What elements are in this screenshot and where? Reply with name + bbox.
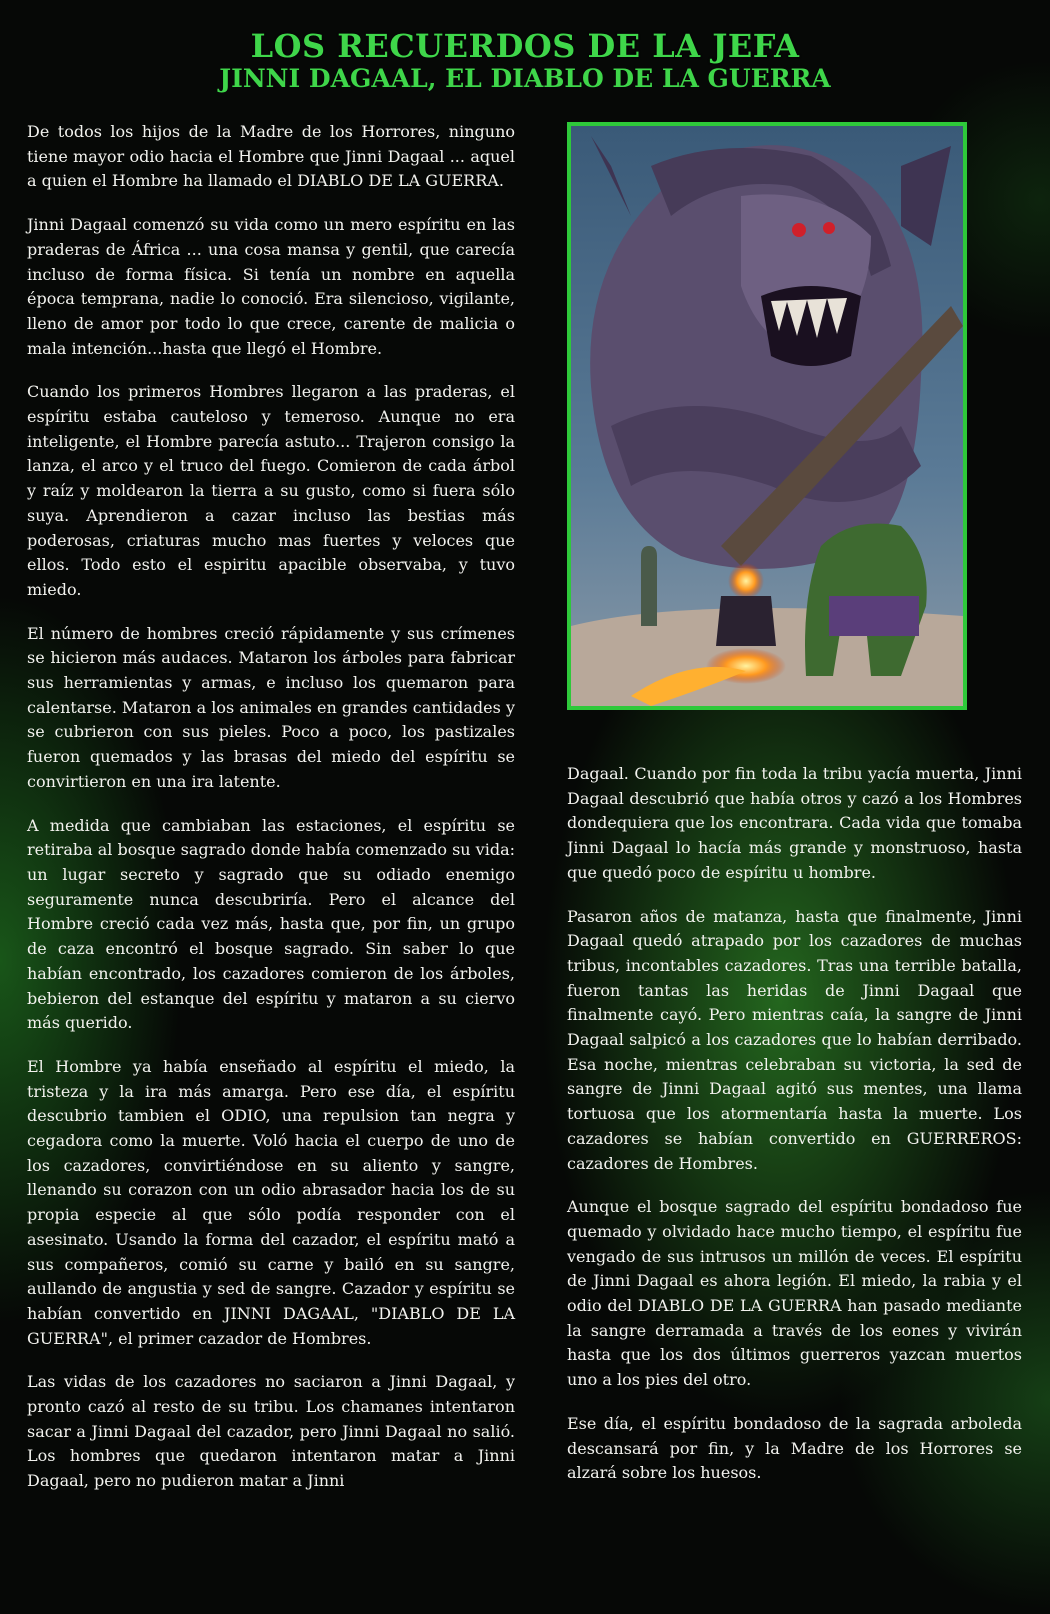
- comic-artwork-illustration: [567, 122, 967, 710]
- left-paragraph-7: Las vidas de los cazadores no saciaron a Jinni Dagaal, y pronto cazó al resto de su tribu. Los chamanes intentaron sacar a Jinni Dagaal del cazador, pero Jinni Dagaal no salió. Los hombres que quedaron intentaron matar a Jinni Dagaal, pero no pudieron matar a Jinni: [27, 1372, 515, 1491]
- right-paragraph-3: Aunque el bosque sagrado del espíritu bondadoso fue quemado y olvidado hace mucho tiempo, el espíritu fue vengado de sus intrusos un millón de veces. El espíritu de Jinni Dagaal es ahora legión. El miedo, la rabia y el odio del DIABLO DE LA GUERRA han pasado mediante la sangre derramada a través de los eones y vivirán hasta que los dos últimos guerreros yazcan muertos uno a los pies del otro.: [567, 1197, 1022, 1390]
- left-paragraph-2: Jinni Dagaal comenzó su vida como un mero espíritu en las praderas de África ... una cosa mansa y gentil, que carecía incluso de forma física. Si tenía un nombre en aquella época temprana, nadie lo conoció. Era silencioso, vigilante, lleno de amor por todo lo que crece, carente de malicia o mala intención...hasta que llegó el Hombre.: [27, 215, 515, 358]
- right-paragraph-1: Dagaal. Cuando por fin toda la tribu yacía muerta, Jinni Dagaal descubrió que había otros y cazó a los Hombres dondequiera que los encontrara. Cada vida que tomaba Jinni Dagaal lo hacía más grande y monstruoso, hasta que quedó poco de espíritu u hombre.: [567, 764, 1022, 882]
- right-text-column: [567, 762, 1022, 1505]
- page-header: [0, 28, 1050, 94]
- left-text-column: [27, 120, 515, 1513]
- left-paragraph-3: Cuando los primeros Hombres llegaron a las praderas, el espíritu estaba cauteloso y temeroso. Aunque no era inteligente, el Hombre parecía astuto... Trajeron consigo la lanza, el arco y el truco del fuego. Comieron de cada árbol y raíz y moldearon la tierra a su gusto, como si fuera sólo suya. Aprendieron a cazar incluso las bestias más poderosas, criaturas mucho mas fuertes y veloces que ellos. Todo esto el espiritu apacible observaba, y tuvo miedo.: [27, 382, 515, 599]
- right-paragraph-4: Ese día, el espíritu bondadoso de la sagrada arboleda descansará por fin, y la Madre de los Horrores se alzará sobre los huesos.: [567, 1413, 1022, 1483]
- left-paragraph-6: El Hombre ya había enseñado al espíritu el miedo, la tristeza y la ira más amarga. Pero ese día, el espíritu descubrio tambien el ODIO, una repulsion tan negra y cegadora como la muerte. Voló hacia el cuerpo de uno de los cazadores, convirtiéndose en su aliento y sangre, llenando su corazon con un odio abrasador hacia los de su propia especie al que sólo podía responder con el asesinato. Usando la forma del cazador, el espíritu mató a sus compañeros, comió su carne y bailó en su sangre, aullando de angustia y sed de sangre. Cazador y espíritu se habían convertido en JINNI DAGAAL, "DIABLO DE LA GUERRA", el primer cazador de Hombres.: [27, 1056, 515, 1348]
- page-subtitle: JINNI DAGAAL, EL DIABLO DE LA GUERRA: [219, 64, 831, 93]
- left-paragraph-1: De todos los hijos de la Madre de los Horrores, ninguno tiene mayor odio hacia el Hombre que Jinni Dagaal ... aquel a quien el Hombre ha llamado el DIABLO DE LA GUERRA.: [27, 122, 515, 191]
- left-paragraph-4: El número de hombres creció rápidamente y sus crímenes se hicieron más audaces. Mataron los árboles para fabricar sus herramientas y armas, e incluso los quemaron para calentarse. Mataron a los animales en grandes cantidades y se cubrieron con sus pieles. Poco a poco, los pastizales fueron quemados y las brasas del miedo del espíritu se convirtieron en una ira latente.: [27, 623, 515, 791]
- right-paragraph-2: Pasaron años de matanza, hasta que finalmente, Jinni Dagaal quedó atrapado por los cazadores de muchas tribus, incontables cazadores. Tras una terrible batalla, fueron tantas las heridas de Jinni Dagaal que finalmente cayó. Pero mientras caía, la sangre de Jinni Dagaal salpicó a los cazadores que lo habían derribado. Esa noche, mientras celebraban su victoria, la sed de sangre de Jinni Dagaal agitó sus mentes, una llama tortuosa que los atormentaría hasta la muerte. Los cazadores se habían convertido en GUERREROS: cazadores de Hombres.: [567, 906, 1022, 1173]
- left-paragraph-5: A medida que cambiaban las estaciones, el espíritu se retiraba al bosque sagrado donde había comenzado su vida: un lugar secreto y sagrado que su odiado enemigo seguramente nunca descubriría. Pero el alcance del Hombre creció cada vez más, hasta que, por fin, un grupo de caza encontró el bosque sagrado. Sin saber lo que habían encontrado, los cazadores comieron de los árboles, bebieron del estanque del espíritu y mataron a su ciervo más querido.: [27, 815, 515, 1033]
- monster-scene-image: [571, 126, 963, 706]
- page-title: LOS RECUERDOS DE LA JEFA: [250, 27, 800, 65]
